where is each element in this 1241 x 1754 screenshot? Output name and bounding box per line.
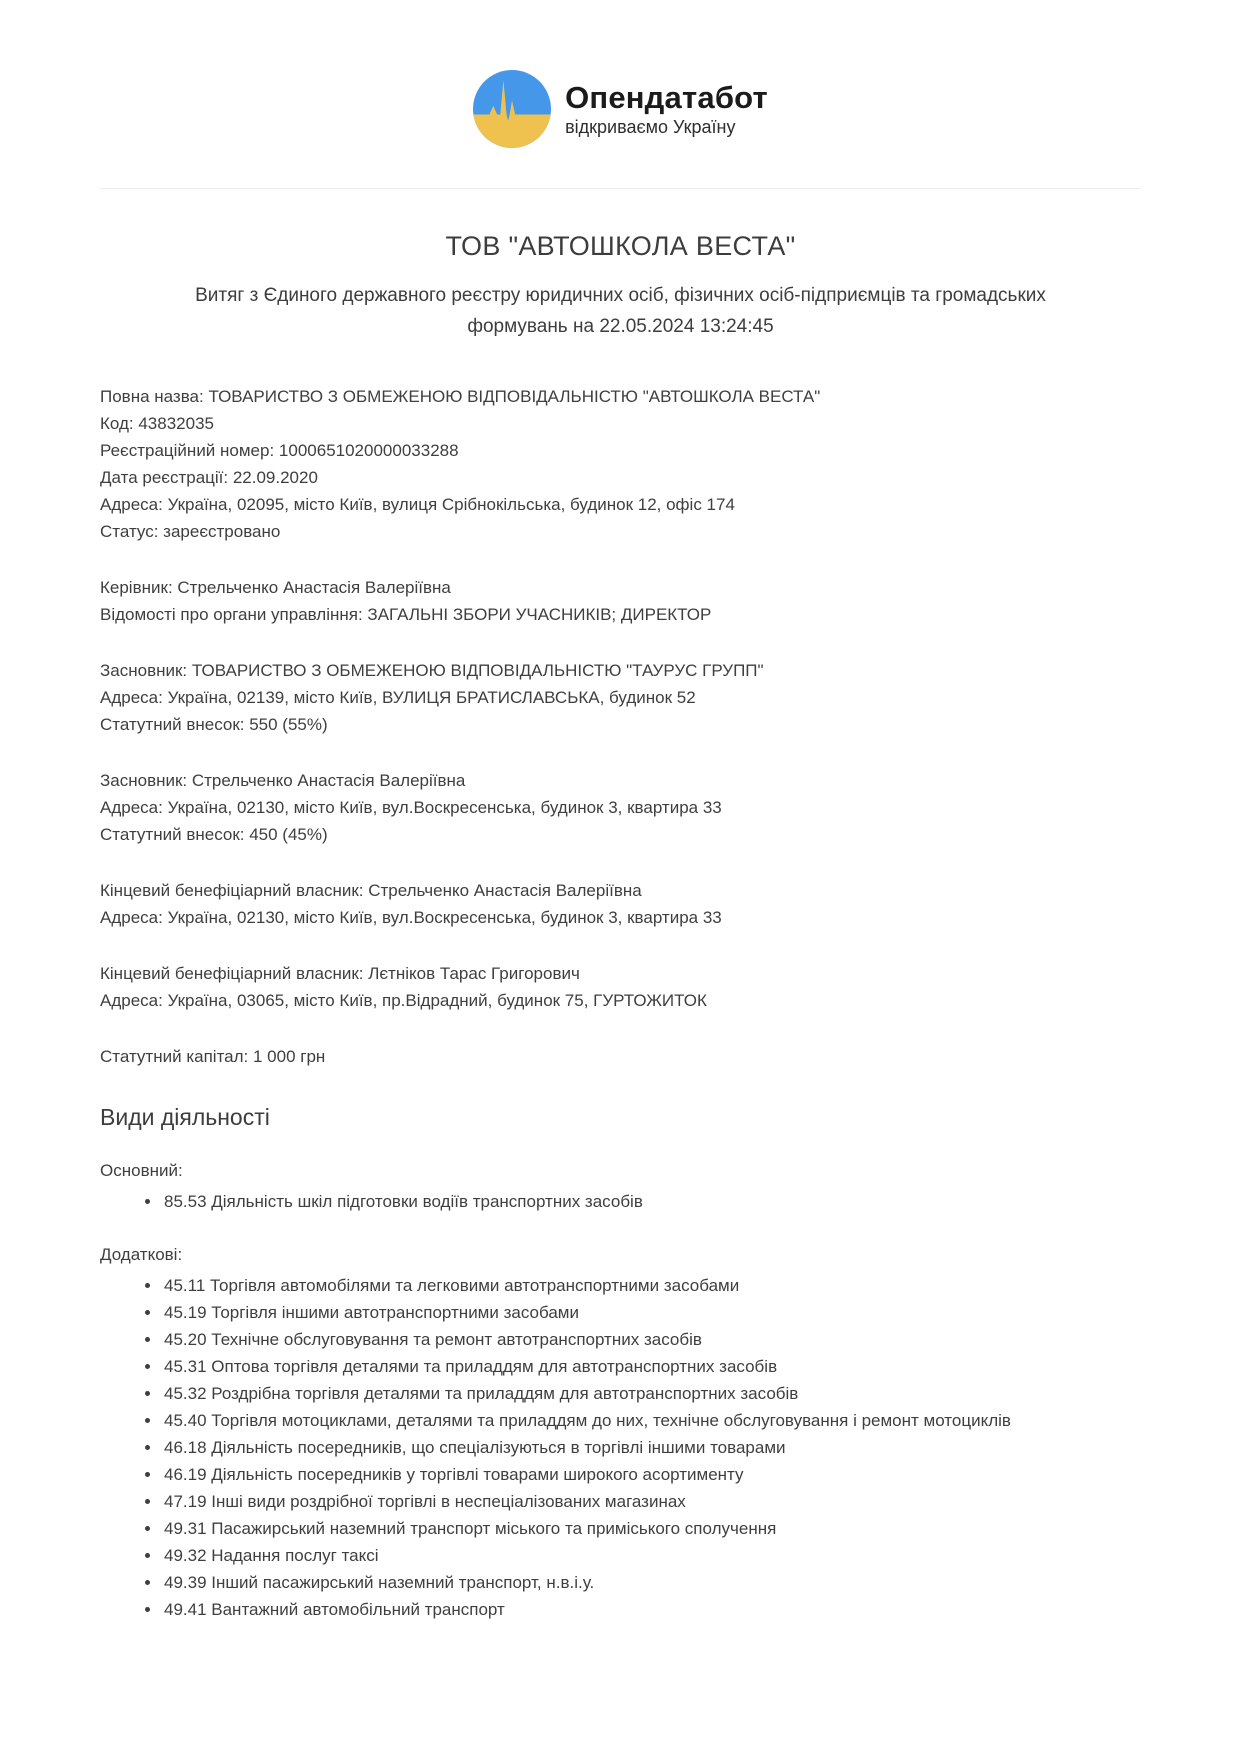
beneficiary-address-line: Адреса: Україна, 03065, місто Київ, пр.Відрадний, будинок 75, ГУРТОЖИТОК: [100, 990, 707, 1010]
founder-name-line: Засновник: ТОВАРИСТВО З ОБМЕЖЕНОЮ ВІДПОВІДАЛЬНІСТЮ "ТАУРУС ГРУПП": [100, 660, 764, 680]
activity-item: • 45.32 Роздрібна торгівля деталями та приладдям для автотранспортних засобів: [162, 1380, 1141, 1407]
opendatabot-header: [100, 70, 1141, 148]
beneficiary-address-line: Адреса: Україна, 02130, місто Київ, вул.Воскресенська, будинок 3, квартира 33: [100, 907, 722, 927]
activity-item: • 45.40 Торгівля мотоциклами, деталями та приладдям до них, технічне обслуговування і ремонт мотоциклів: [162, 1407, 1141, 1434]
activity-item: • 45.31 Оптова торгівля деталями та приладдям для автотранспортних засобів: [162, 1353, 1141, 1380]
governing-bodies-line: Відомості про органи управління: ЗАГАЛЬНІ ЗБОРИ УЧАСНИКІВ; ДИРЕКТОР: [100, 604, 712, 624]
activity-item: • 45.20 Технічне обслуговування та ремонт автотранспортних засобів: [162, 1326, 1141, 1353]
beneficiary-name-line: Кінцевий бенефіціарний власник: Стрельченко Анастасія Валеріївна: [100, 880, 642, 900]
founder-address-line: Адреса: Україна, 02139, місто Київ, ВУЛИЦЯ БРАТИСЛАВСЬКА, будинок 52: [100, 687, 696, 707]
company-main-details-block: [100, 383, 1141, 545]
founder-1-block: [100, 657, 1141, 738]
additional-activities-label: Додаткові:: [100, 1244, 183, 1264]
status-line: Статус: зареєстровано: [100, 521, 281, 541]
capital-block: [100, 1043, 1141, 1070]
beneficiary-2-block: [100, 960, 1141, 1014]
activity-item: • 49.41 Вантажний автомобільний транспорт: [162, 1596, 1141, 1623]
activity-item: • 49.32 Надання послуг таксі: [162, 1542, 1141, 1569]
logo-subtitle: відкриваємо Україну: [565, 116, 736, 137]
activity-item: • 45.19 Торгівля іншими автотранспортними засобами: [162, 1299, 1141, 1326]
activities-heading: Види діяльності: [100, 1103, 270, 1130]
founder-address-line: Адреса: Україна, 02130, місто Київ, вул.Воскресенська, будинок 3, квартира 33: [100, 797, 722, 817]
registration-number-line: Реєстраційний номер: 1000651020000033288: [100, 440, 459, 460]
director-line: Керівник: Стрельченко Анастасія Валеріївна: [100, 577, 451, 597]
statutory-capital-line: Статутний капітал: 1 000 грн: [100, 1046, 326, 1066]
founder-name-line: Засновник: Стрельченко Анастасія Валеріївна: [100, 770, 466, 790]
activity-item: • 46.18 Діяльність посередників, що спеціалізуються в торгівлі іншими товарами: [162, 1434, 1141, 1461]
activity-item: • 45.11 Торгівля автомобілями та легковими автотранспортними засобами: [162, 1272, 1141, 1299]
registration-date-line: Дата реєстрації: 22.09.2020: [100, 467, 318, 487]
beneficiary-1-block: [100, 877, 1141, 931]
activity-item: • 47.19 Інші види роздрібної торгівлі в неспеціалізованих магазинах: [162, 1488, 1141, 1515]
activity-item: • 85.53 Діяльність шкіл підготовки водіїв транспортних засобів: [162, 1188, 1141, 1215]
opendatabot-logo-icon: [473, 70, 551, 148]
full-name-line: Повна назва: ТОВАРИСТВО З ОБМЕЖЕНОЮ ВІДПОВІДАЛЬНІСТЮ "АВТОШКОЛА ВЕСТА": [100, 386, 821, 406]
main-activity-label: Основний:: [100, 1160, 183, 1180]
company-address-line: Адреса: Україна, 02095, місто Київ, вулиця Срібнокільська, будинок 12, офіс 174: [100, 494, 735, 514]
edrpou-code-line: Код: 43832035: [100, 413, 214, 433]
additional-activities-list: [100, 1272, 1141, 1623]
founder-share-line: Статутний внесок: 450 (45%): [100, 824, 328, 844]
logo-text: [565, 80, 768, 138]
activity-item: • 46.19 Діяльність посередників у торгівлі товарами широкого асортименту: [162, 1461, 1141, 1488]
beneficiary-name-line: Кінцевий бенефіціарний власник: Лєтніков Тарас Григорович: [100, 963, 580, 983]
management-block: [100, 574, 1141, 628]
page-subtitle: Витяг з Єдиного державного реєстру юридичних осіб, фізичних осіб-підприємців та громадських формувань на 22.05.2024 13:24:45: [195, 285, 1046, 338]
activity-item: • 49.31 Пасажирський наземний транспорт міського та приміського сполучення: [162, 1515, 1141, 1542]
header-divider: [100, 188, 1141, 189]
founder-share-line: Статутний внесок: 550 (55%): [100, 714, 328, 734]
page-title: ТОВ "АВТОШКОЛА ВЕСТА": [445, 231, 796, 261]
main-activity-list: [100, 1188, 1141, 1215]
founder-2-block: [100, 767, 1141, 848]
activity-item: • 49.39 Інший пасажирський наземний транспорт, н.в.і.у.: [162, 1569, 1141, 1596]
logo-title: Опендатабот: [565, 79, 768, 115]
registry-details: [100, 383, 1141, 1070]
